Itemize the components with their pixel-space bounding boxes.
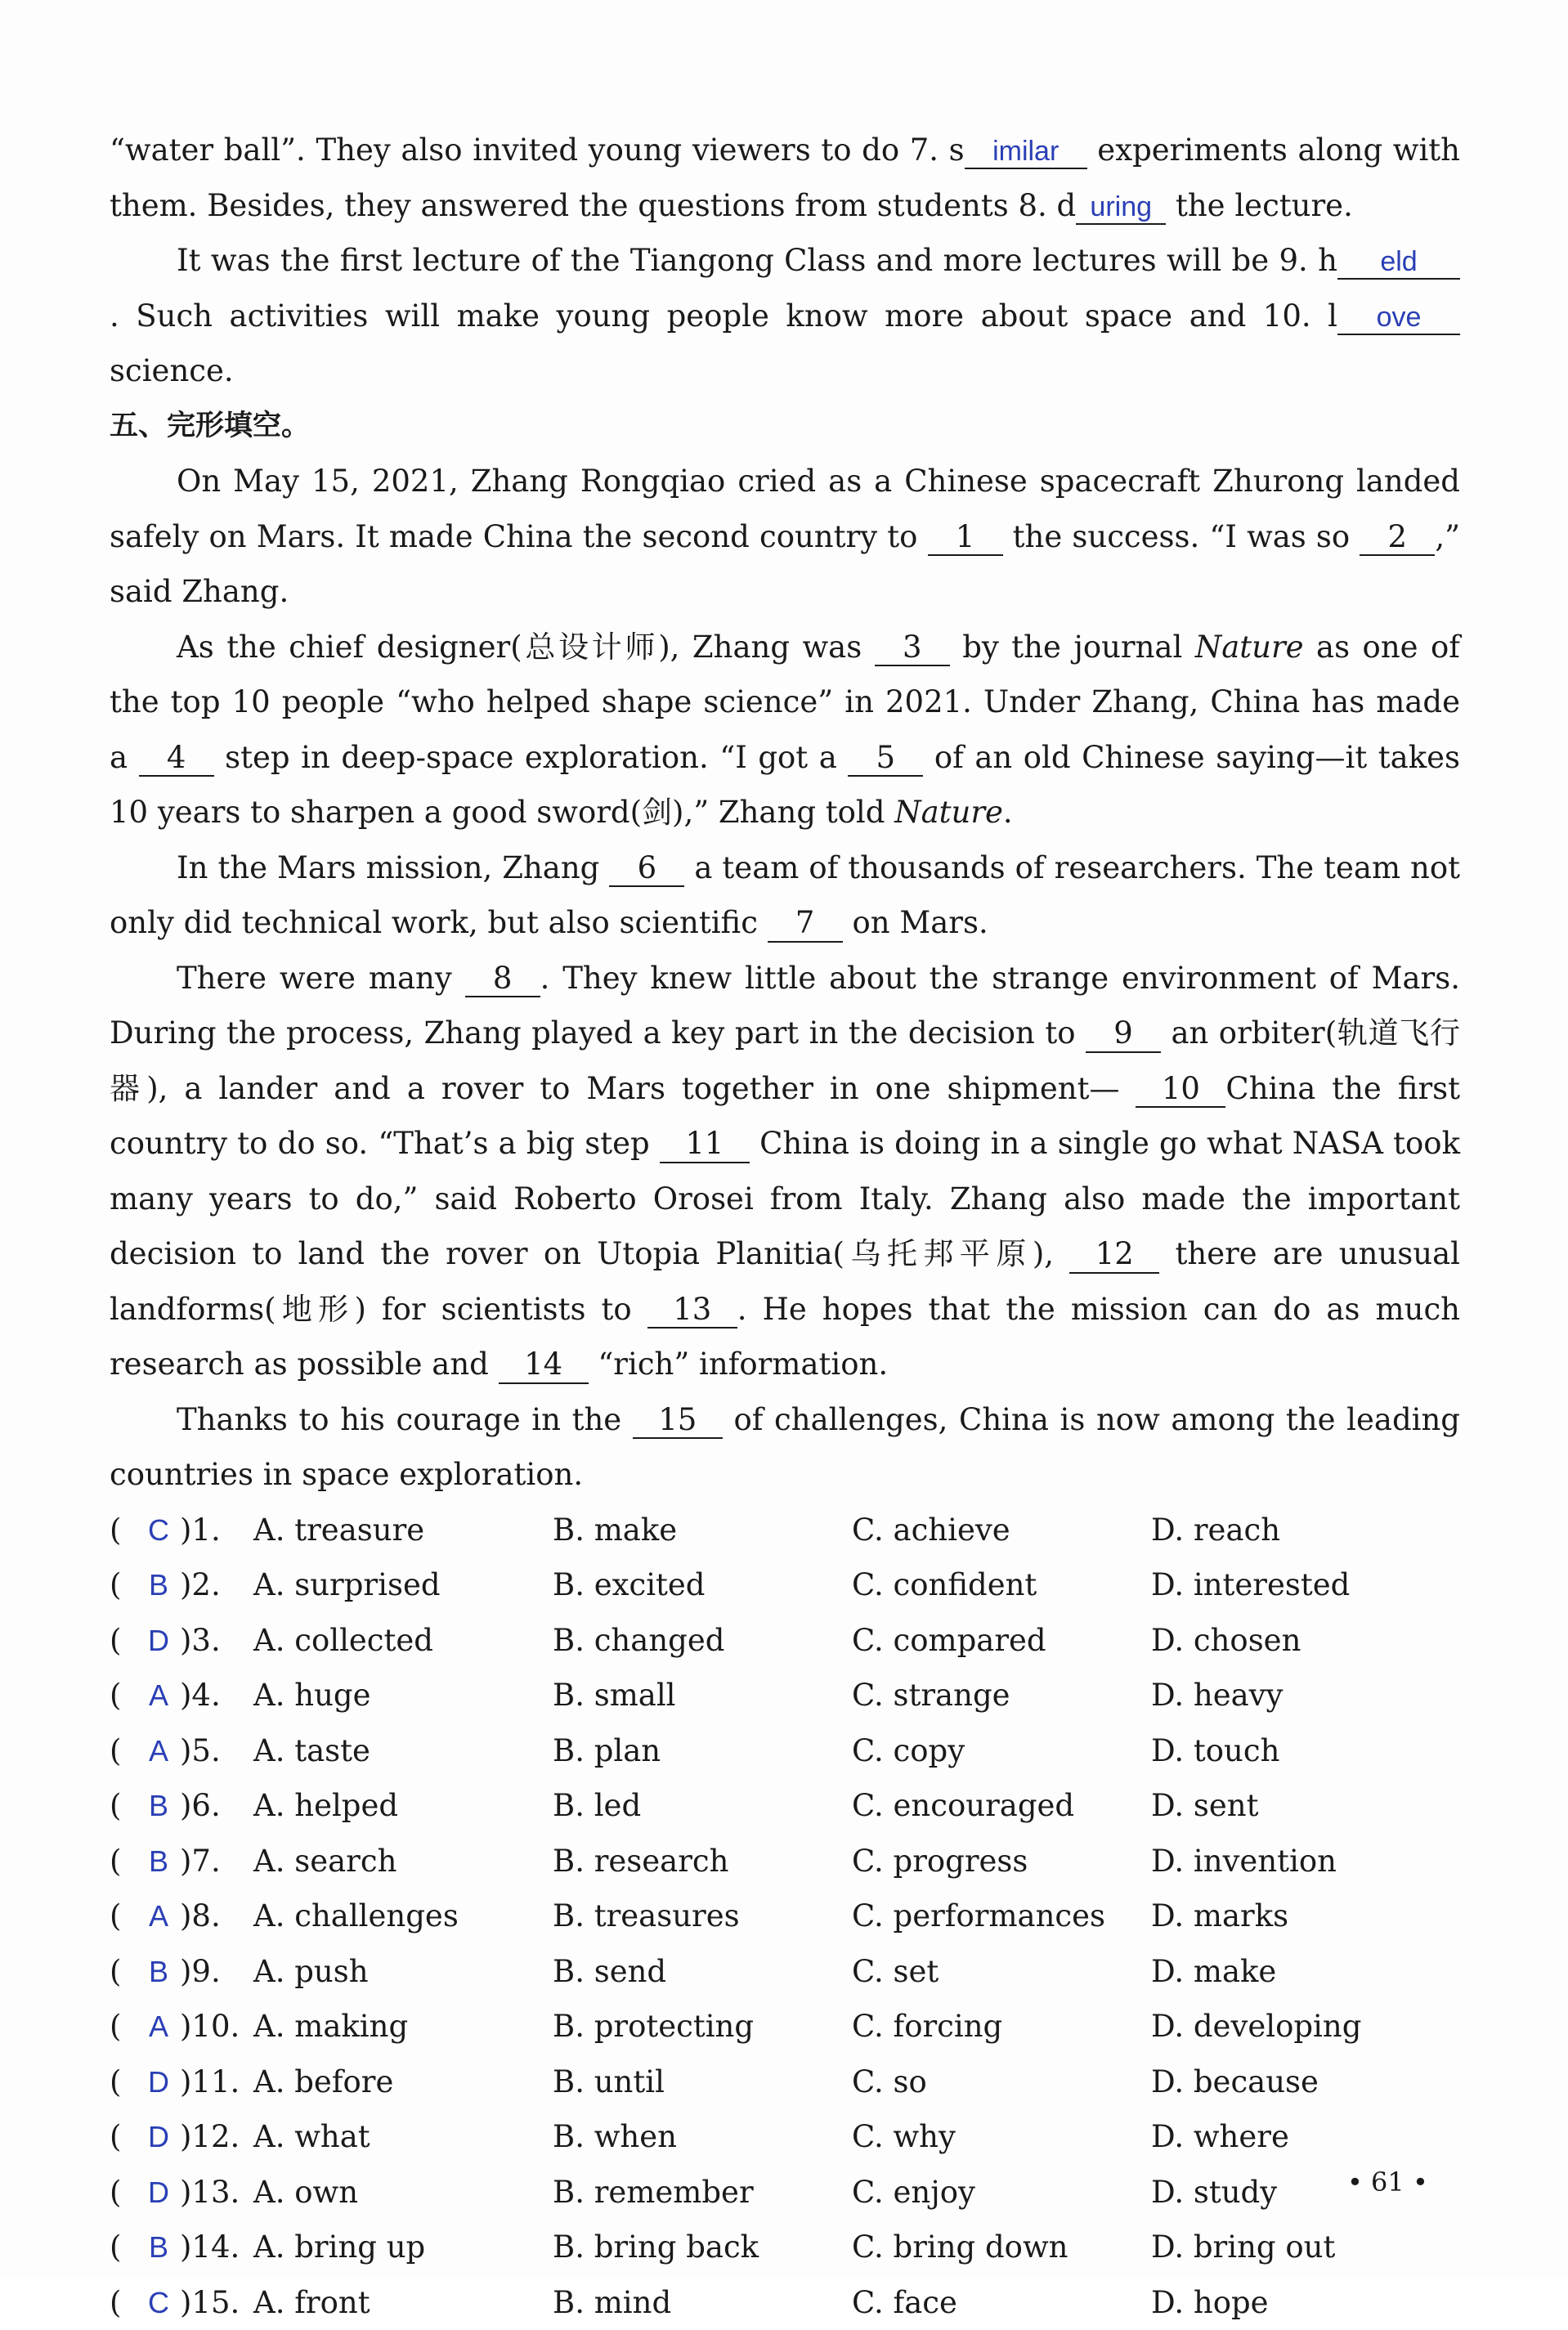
answer-mark[interactable]: D (142, 2165, 175, 2220)
open-paren: ( (110, 1834, 121, 1889)
option-c: C. compared (852, 1613, 1046, 1669)
cloze-paragraph-1: On May 15, 2021, Zhang Rongqiao cried as a Chinese spacecraft Zhurong landed safely on Mars. It made China the second country to 1 the success. “I was so 2 ,” said Zhang. (110, 454, 1460, 620)
option-d: D. bring out (1151, 2220, 1335, 2275)
answer-blank-8[interactable]: uring (1076, 191, 1166, 225)
question-row (110, 1613, 1460, 1669)
open-paren: ( (110, 2109, 121, 2165)
option-d: D. sent (1151, 1778, 1258, 1834)
answer-blank-9[interactable]: eld (1337, 246, 1460, 280)
question-number: )5. (180, 1723, 221, 1779)
cloze-blank-1[interactable]: 1 (928, 520, 1003, 557)
option-b: B. excited (553, 1557, 705, 1613)
option-a: A. surprised (253, 1557, 441, 1613)
option-b: B. research (553, 1834, 728, 1889)
cloze-blank-10[interactable]: 10 (1136, 1072, 1225, 1109)
answer-mark[interactable]: A (142, 1668, 175, 1723)
question-row (110, 2275, 1460, 2330)
answer-mark[interactable]: A (142, 1999, 175, 2054)
question-row (110, 2220, 1460, 2275)
answer-blank-10[interactable]: ove (1337, 302, 1460, 335)
option-d: D. interested (1151, 1557, 1350, 1613)
open-paren: ( (110, 2165, 121, 2220)
option-b: B. led (553, 1778, 641, 1834)
option-b: B. mind (553, 2275, 671, 2330)
open-paren: ( (110, 1668, 121, 1723)
question-number: )1. (180, 1503, 221, 1558)
question-row (110, 2109, 1460, 2165)
cloze-blank-7[interactable]: 7 (768, 906, 843, 943)
question-row (110, 1834, 1460, 1889)
cloze-blank-6[interactable]: 6 (609, 851, 684, 888)
option-b: B. when (553, 2109, 677, 2165)
option-a: A. search (253, 1834, 396, 1889)
option-c: C. achieve (852, 1503, 1010, 1558)
option-a: A. collected (253, 1613, 433, 1669)
option-c: C. so (852, 2054, 927, 2110)
question-number: )4. (180, 1668, 221, 1723)
open-paren: ( (110, 2054, 121, 2110)
option-d: D. touch (1151, 1723, 1279, 1779)
question-row (110, 1557, 1460, 1613)
question-list (110, 1503, 1460, 2330)
option-c: C. progress (852, 1834, 1028, 1889)
option-c: C. bring down (852, 2220, 1068, 2275)
answer-mark[interactable]: D (142, 1613, 175, 1669)
option-d: D. developing (1151, 1999, 1361, 2054)
option-a: A. push (253, 1944, 369, 2000)
option-d: D. where (1151, 2109, 1289, 2165)
option-a: A. challenges (253, 1889, 459, 1944)
question-number: )11. (180, 2054, 240, 2110)
cloze-blank-12[interactable]: 12 (1069, 1237, 1159, 1274)
question-row (110, 1944, 1460, 2000)
cloze-paragraph-3: In the Mars mission, Zhang 6 a team of thousands of researchers. The team not only did technical work, but also scientific 7 on Mars. (110, 840, 1460, 951)
question-number: )6. (180, 1778, 221, 1834)
answer-mark[interactable]: C (142, 2275, 175, 2330)
open-paren: ( (110, 1944, 121, 2000)
option-c: C. set (852, 1944, 939, 2000)
option-d: D. marks (1151, 1889, 1288, 1944)
answer-mark[interactable]: C (142, 1503, 175, 1558)
cloze-blank-4[interactable]: 4 (139, 741, 214, 777)
cloze-blank-9[interactable]: 9 (1086, 1016, 1161, 1053)
option-d: D. invention (1151, 1834, 1337, 1889)
option-c: C. enjoy (852, 2165, 975, 2220)
open-paren: ( (110, 1557, 121, 1613)
question-number: )15. (180, 2275, 240, 2330)
option-a: A. own (253, 2165, 358, 2220)
question-row (110, 1778, 1460, 1834)
open-paren: ( (110, 1503, 121, 1558)
option-d: D. reach (1151, 1503, 1280, 1558)
answer-mark[interactable]: A (142, 1723, 175, 1779)
option-d: D. study (1151, 2165, 1277, 2220)
answer-blank-7[interactable]: imilar (965, 136, 1087, 169)
option-d: D. hope (1151, 2275, 1269, 2330)
option-a: A. front (253, 2275, 370, 2330)
question-number: )7. (180, 1834, 221, 1889)
option-c: C. copy (852, 1723, 965, 1779)
open-paren: ( (110, 2220, 121, 2275)
question-number: )3. (180, 1613, 221, 1669)
option-a: A. taste (253, 1723, 370, 1779)
question-number: )14. (180, 2220, 240, 2275)
answer-mark[interactable]: B (142, 1778, 175, 1834)
journal-name-nature: Nature (894, 795, 1003, 830)
question-row (110, 2165, 1460, 2220)
option-a: A. what (253, 2109, 370, 2165)
question-row (110, 1889, 1460, 1944)
question-row (110, 1503, 1460, 1558)
cloze-paragraph-4: There were many 8 . They knew little about the strange environment of Mars. During the process, Zhang played a key part in the decision to 9 an orbiter(轨道飞行器), a lander and a rover to Mars together in one shipment— 10 China the first country to do so. “That’s a big step 11 China is doing in a single go what NASA took many years to do,” said Roberto Orosei from Italy. Zhang also made the important decision to land the rover on Utopia Planitia(乌托邦平原), 12 there are unusual landforms(地形) for scientists to 13 . He hopes that the mission can do as much research as possible and 14 “rich” information. (110, 951, 1460, 1392)
option-a: A. bring up (253, 2220, 425, 2275)
journal-name-nature: Nature (1195, 630, 1304, 665)
option-d: D. chosen (1151, 1613, 1301, 1669)
option-c: C. performances (852, 1889, 1105, 1944)
option-c: C. strange (852, 1668, 1010, 1723)
section-heading-cloze: 五、完形填空。 (110, 399, 1460, 455)
cloze-blank-5[interactable]: 5 (848, 741, 923, 777)
open-paren: ( (110, 1723, 121, 1779)
open-paren: ( (110, 1778, 121, 1834)
passage-ending-paragraph-2: It was the first lecture of the Tiangong Class and more lectures will be 9. h eld. Such activities will make young people know more about space and 10. l ove science. (110, 233, 1460, 399)
option-b: B. treasures (553, 1889, 740, 1944)
option-c: C. why (852, 2109, 956, 2165)
open-paren: ( (110, 1889, 121, 1944)
question-row (110, 1723, 1460, 1779)
open-paren: ( (110, 2275, 121, 2330)
open-paren: ( (110, 1613, 121, 1669)
answer-mark[interactable]: D (142, 2109, 175, 2165)
cloze-blank-2[interactable]: 2 (1360, 520, 1435, 557)
answer-mark[interactable]: D (142, 2054, 175, 2110)
answer-mark[interactable]: A (142, 1889, 175, 1944)
question-number: )2. (180, 1557, 221, 1613)
cloze-blank-13[interactable]: 13 (647, 1293, 737, 1329)
option-d: D. because (1151, 2054, 1319, 2110)
open-paren: ( (110, 1999, 121, 2054)
option-a: A. making (253, 1999, 408, 2054)
answer-mark[interactable]: B (142, 1557, 175, 1613)
option-b: B. make (553, 1503, 677, 1558)
option-a: A. helped (253, 1778, 398, 1834)
option-a: A. huge (253, 1668, 370, 1723)
option-c: C. confident (852, 1557, 1037, 1613)
option-a: A. treasure (253, 1503, 424, 1558)
answer-mark[interactable]: B (142, 2220, 175, 2275)
passage-ending-paragraph-1: “water ball”. They also invited young viewers to do 7. s imilar experiments along with them. Besides, they answered the questions from students 8. d uring the lecture. (110, 123, 1460, 233)
question-number: )9. (180, 1944, 221, 2000)
option-a: A. before (253, 2054, 393, 2110)
answer-mark[interactable]: B (142, 1834, 175, 1889)
question-number: )13. (180, 2165, 240, 2220)
cloze-blank-15[interactable]: 15 (633, 1403, 723, 1440)
answer-mark[interactable]: B (142, 1944, 175, 2000)
cloze-blank-14[interactable]: 14 (499, 1347, 589, 1384)
option-b: B. remember (553, 2165, 754, 2220)
question-row (110, 2054, 1460, 2110)
option-c: C. forcing (852, 1999, 1002, 2054)
cloze-blank-3[interactable]: 3 (875, 630, 950, 667)
page-number: • 61 • (1347, 2166, 1428, 2198)
cloze-paragraph-2: As the chief designer(总设计师), Zhang was 3 by the journal Nature as one of the top 10 people “who helped shape science” in 2021. Under Zhang, China has made a 4 step in deep-space exploration. “I got a 5 of an old Chinese saying—it takes 10 years to sharpen a good sword(剑),” Zhang told Nature. (110, 620, 1460, 840)
option-d: D. heavy (1151, 1668, 1283, 1723)
cloze-blank-8[interactable]: 8 (465, 961, 540, 998)
option-b: B. plan (553, 1723, 661, 1779)
option-c: C. encouraged (852, 1778, 1074, 1834)
option-b: B. small (553, 1668, 676, 1723)
option-b: B. protecting (553, 1999, 754, 2054)
question-row (110, 1668, 1460, 1723)
page-content (110, 123, 1460, 2330)
option-c: C. face (852, 2275, 957, 2330)
question-number: )12. (180, 2109, 240, 2165)
option-b: B. changed (553, 1613, 724, 1669)
option-b: B. send (553, 1944, 666, 2000)
question-number: )8. (180, 1889, 221, 1944)
option-b: B. until (553, 2054, 665, 2110)
option-d: D. make (1151, 1944, 1276, 2000)
cloze-blank-11[interactable]: 11 (660, 1127, 750, 1163)
question-row (110, 1999, 1460, 2054)
question-number: )10. (180, 1999, 240, 2054)
cloze-paragraph-5: Thanks to his courage in the 15 of challenges, China is now among the leading countries in space exploration. (110, 1392, 1460, 1503)
option-b: B. bring back (553, 2220, 759, 2275)
